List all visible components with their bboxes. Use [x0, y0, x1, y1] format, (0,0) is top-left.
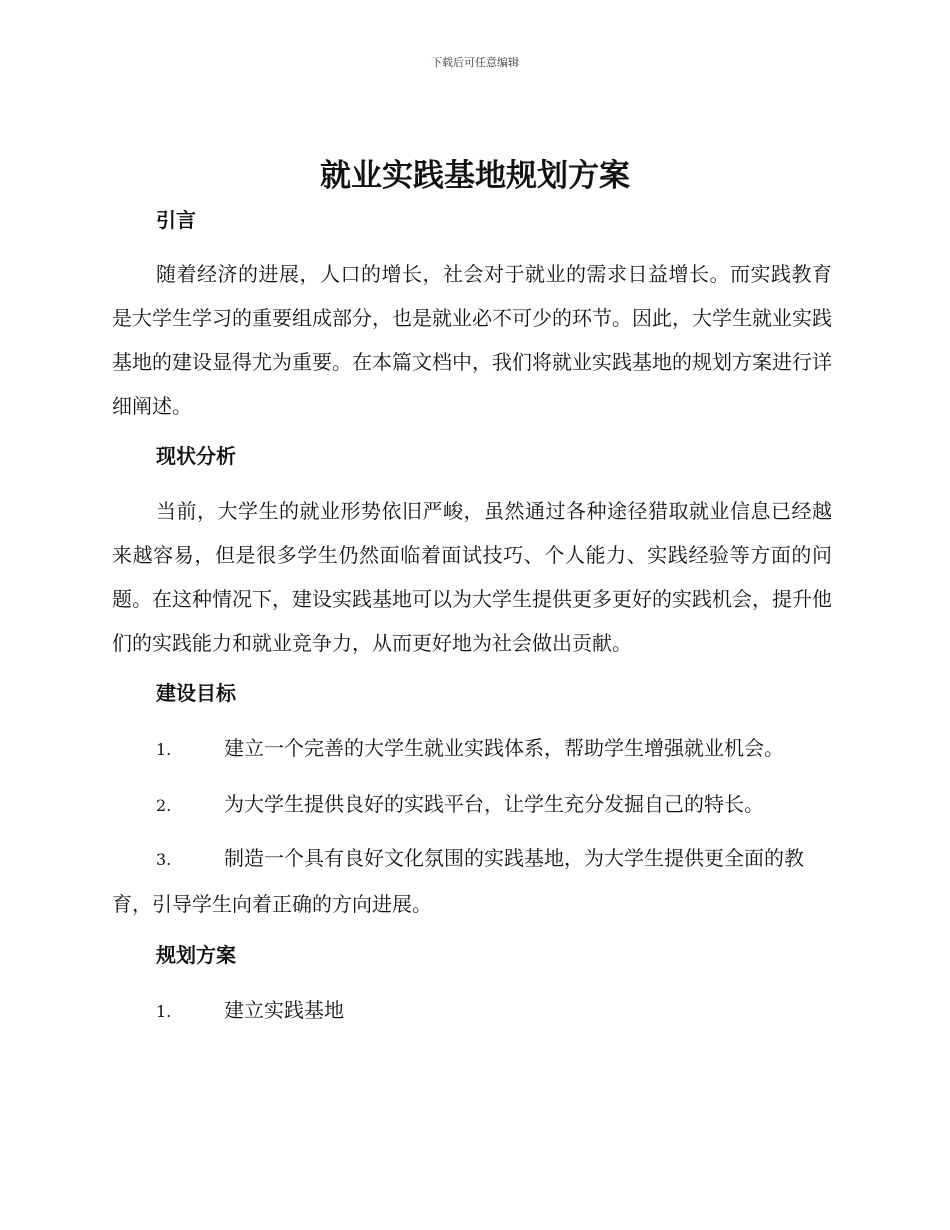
list-item-number: 1. [156, 740, 172, 759]
section-heading-status: 现状分析 [156, 444, 236, 468]
list-item-number: 3. [156, 850, 172, 869]
section-paragraph-intro: 随着经济的进展，人口的增长，社会对于就业的需求日益增长。而实践教育是大学生学习的重要组成部分，也是就业必不可少的环节。因此，大学生就业实践基地的建设显得尤为重要。在本篇文档中，我们将就业实践基地的规划方案进行详细阐述。 [112, 262, 832, 418]
list-item-text: 建立一个完善的大学生就业实践体系，帮助学生增强就业机会。 [224, 736, 784, 760]
list-item [112, 836, 832, 926]
section-heading-goals: 建设目标 [156, 681, 236, 705]
list-item [112, 988, 832, 1034]
section-heading-plan: 规划方案 [156, 943, 236, 967]
header-note: 下载后可任意编辑 [431, 56, 519, 69]
list-item-text: 制造一个具有良好文化氛围的实践基地，为大学生提供更全面的教育，引导学生向着正确的方向进展。 [112, 846, 804, 916]
list-item [112, 726, 832, 772]
list-item-text: 建立实践基地 [224, 998, 344, 1022]
document-title: 就业实践基地规划方案 [320, 158, 630, 194]
section-heading-intro: 引言 [156, 208, 196, 232]
list-item [112, 782, 832, 828]
list-item-text: 为大学生提供良好的实践平台，让学生充分发掘自己的特长。 [224, 792, 764, 816]
section-paragraph-status: 当前，大学生的就业形势依旧严峻，虽然通过各种途径猎取就业信息已经越来越容易，但是很多学生仍然面临着面试技巧、个人能力、实践经验等方面的问题。在这种情况下，建设实践基地可以为大学生提供更多更好的实践机会，提升他们的实践能力和就业竞争力，从而更好地为社会做出贡献。 [112, 499, 832, 655]
list-item-number: 2. [156, 796, 172, 815]
list-item-number: 1. [156, 1002, 172, 1021]
